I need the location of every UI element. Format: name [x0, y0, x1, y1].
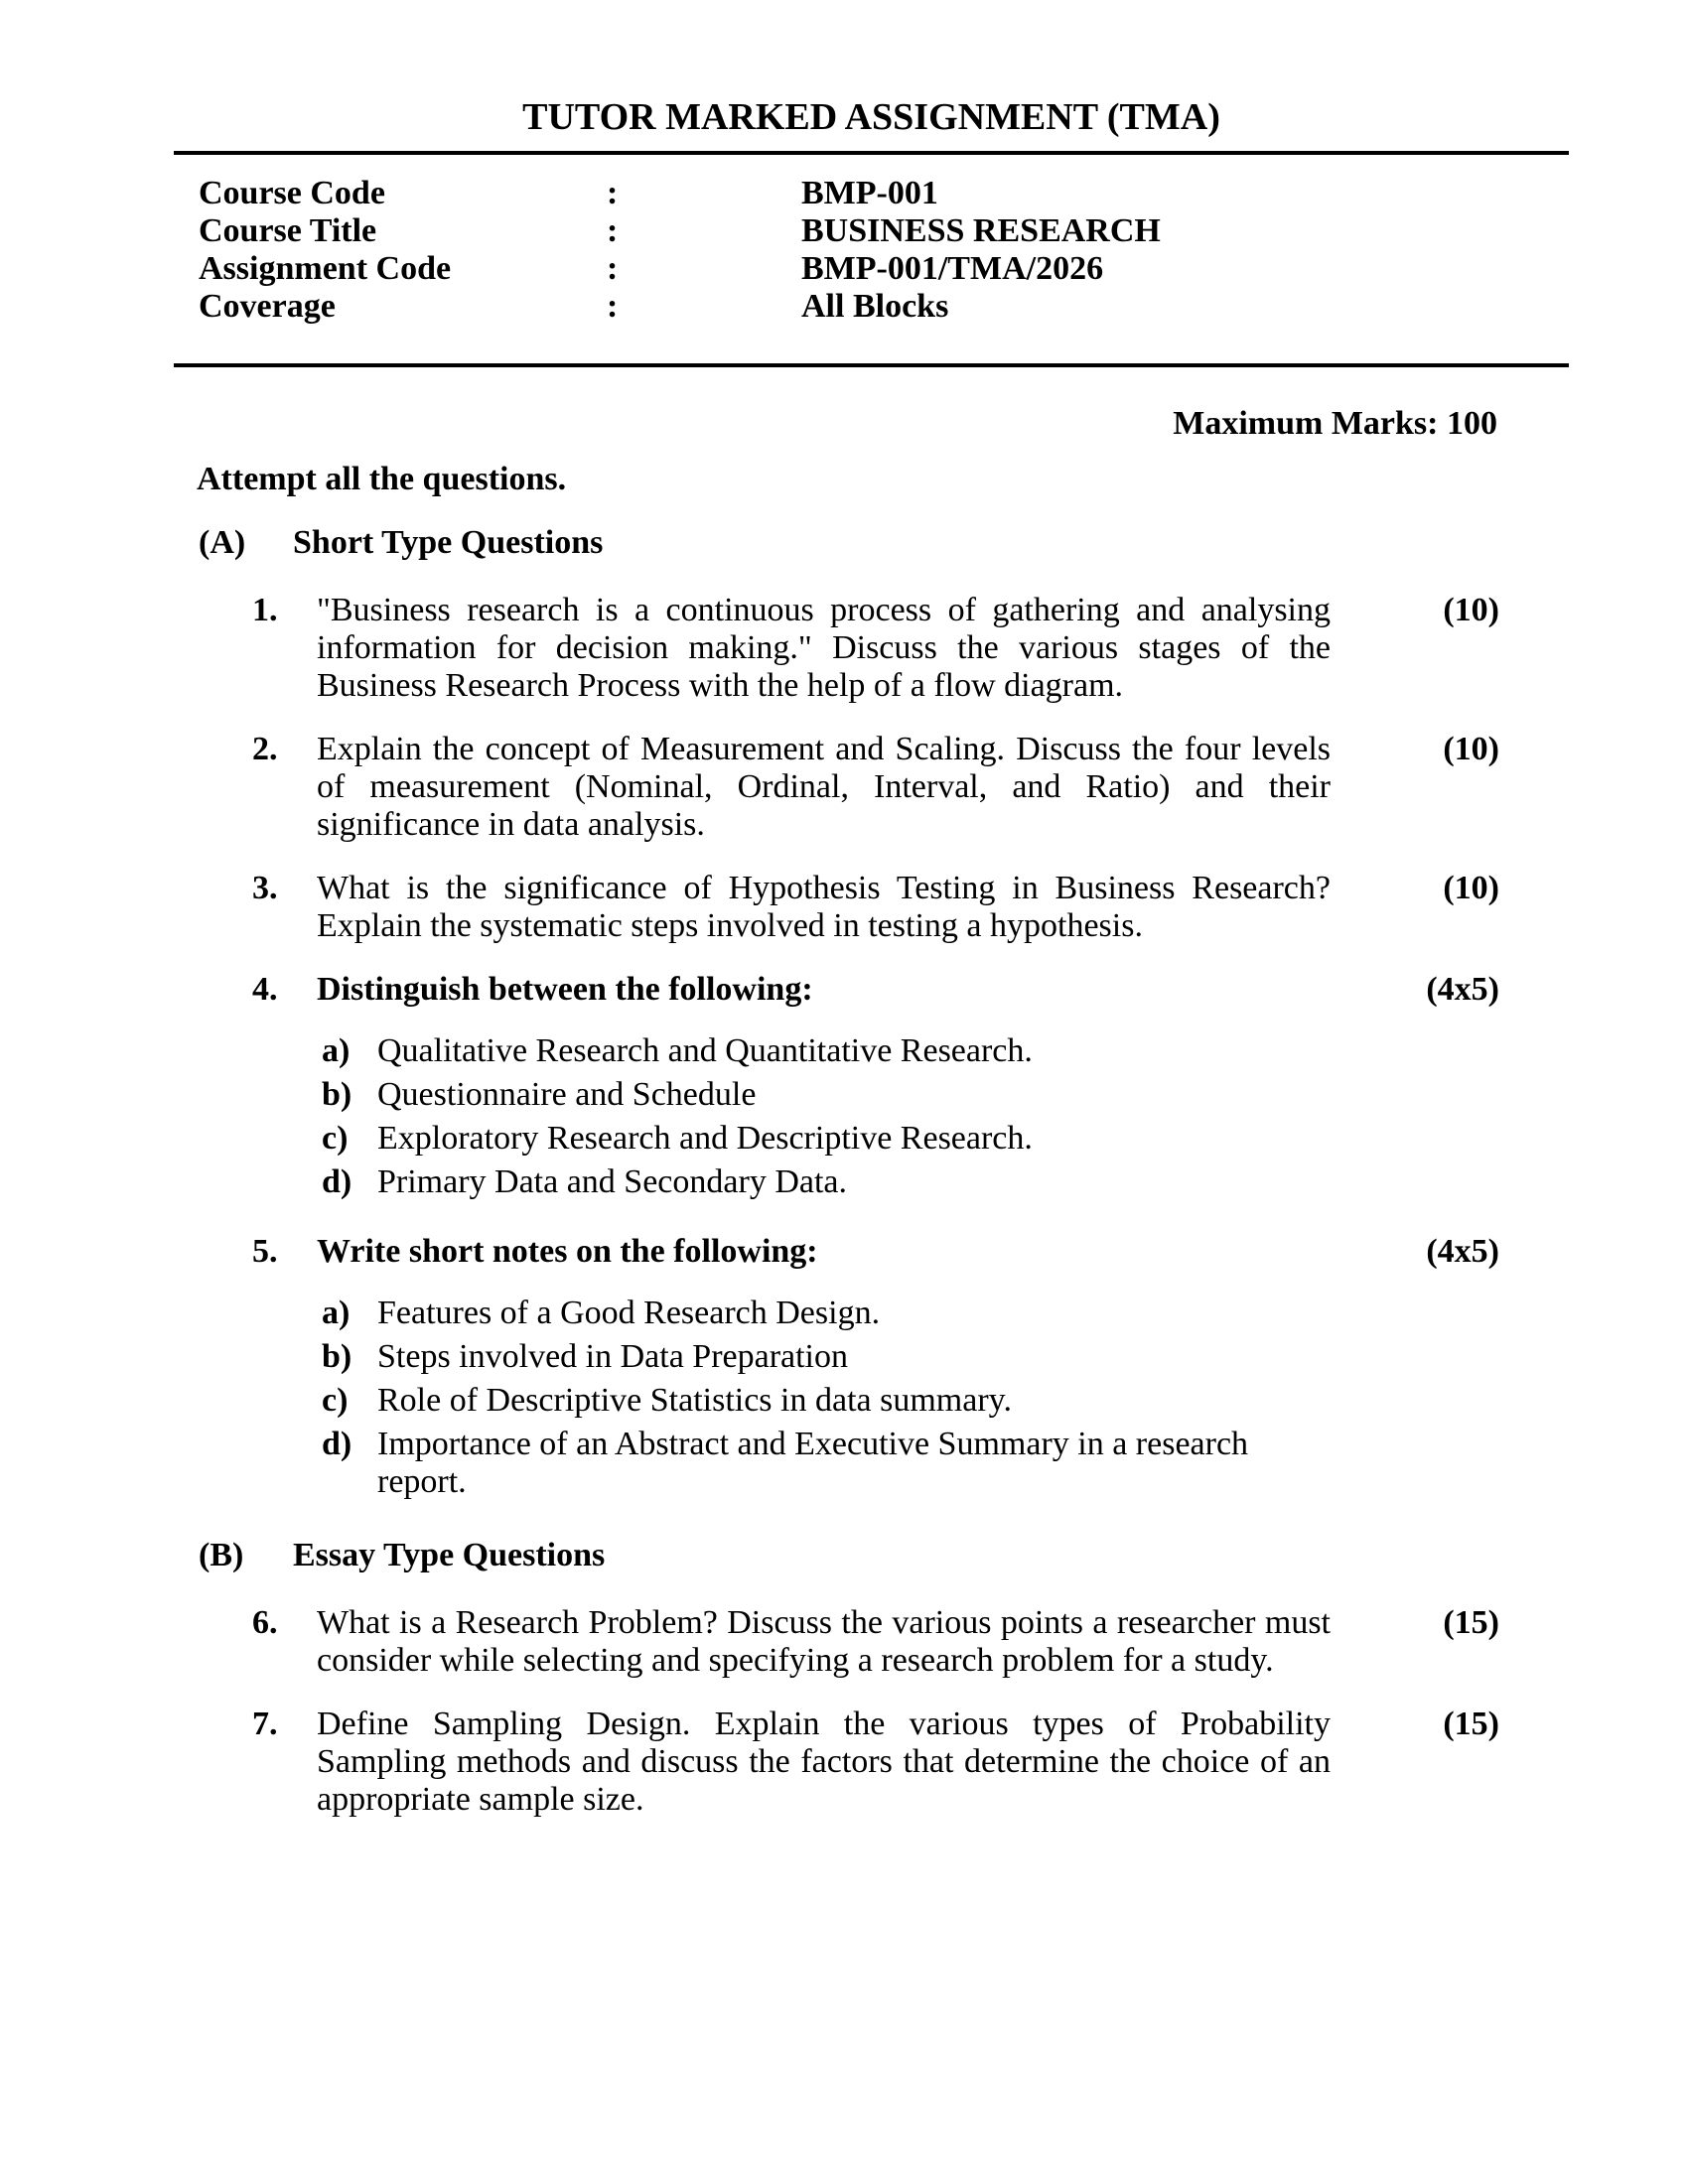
- attempt-note: Attempt all the questions.: [197, 461, 567, 497]
- course-title-value: BUSINESS RESEARCH: [801, 212, 1161, 249]
- assignment-code-label: Assignment Code: [199, 250, 452, 287]
- sub-item-text: Role of Descriptive Statistics in data summary.: [377, 1382, 1012, 1419]
- question-body: [317, 1604, 1331, 1680]
- question-body: [317, 971, 1331, 1207]
- page-content: [174, 95, 1569, 1819]
- question-marks: (15): [1443, 1706, 1499, 1742]
- sub-item-text: Importance of an Abstract and Executive Summary in a research report.: [377, 1426, 1249, 1500]
- sub-question-list: [322, 1032, 1331, 1201]
- question-number: 1.: [252, 592, 278, 628]
- question-body: [317, 731, 1331, 844]
- course-code-value: BMP-001: [801, 175, 938, 211]
- section-a-title: Short Type Questions: [293, 524, 604, 561]
- course-title-separator: :: [607, 212, 619, 249]
- course-title-row: [199, 212, 1569, 250]
- course-title-label: Course Title: [199, 212, 377, 249]
- sub-item-b: [322, 1338, 1331, 1376]
- question-3: [174, 870, 1569, 945]
- coverage-row: [199, 288, 1569, 326]
- question-text: "Business research is a continuous process of gathering and analysing information for decision making." Discuss the various stages of the Business Research Process with the help of a flow diagram.: [317, 592, 1331, 704]
- sub-item-a: [322, 1295, 1331, 1332]
- section-b-label: (B): [199, 1537, 244, 1573]
- sub-item-letter: d): [322, 1163, 352, 1200]
- sub-item-a: [322, 1032, 1331, 1070]
- section-a-heading: [174, 524, 1569, 562]
- assignment-code-value: BMP-001/TMA/2026: [801, 250, 1104, 287]
- question-marks: (10): [1443, 731, 1499, 767]
- sub-item-letter: b): [322, 1338, 352, 1375]
- question-marks: (4x5): [1426, 1233, 1499, 1270]
- section-b-title: Essay Type Questions: [293, 1537, 606, 1573]
- sub-item-text: Steps involved in Data Preparation: [377, 1338, 849, 1375]
- question-marks: (15): [1443, 1604, 1499, 1641]
- sub-item-letter: a): [322, 1295, 351, 1331]
- sub-item-d: [322, 1426, 1331, 1501]
- sub-item-text: Exploratory Research and Descriptive Research.: [377, 1120, 1033, 1157]
- section-b-heading: [174, 1537, 1569, 1574]
- sub-item-text: Questionnaire and Schedule: [377, 1076, 757, 1113]
- assignment-code-separator: :: [607, 250, 619, 287]
- sub-item-letter: b): [322, 1076, 352, 1113]
- sub-item-letter: c): [322, 1120, 349, 1157]
- question-text: What is the significance of Hypothesis Testing in Business Research? Explain the systematic steps involved in testing a hypothesis.: [317, 870, 1331, 944]
- question-number: 7.: [252, 1706, 278, 1742]
- info-divider: [174, 363, 1569, 367]
- question-number: 6.: [252, 1604, 278, 1641]
- question-body: [317, 592, 1331, 705]
- sub-question-list: [322, 1295, 1331, 1501]
- sub-item-letter: a): [322, 1032, 351, 1069]
- question-number: 4.: [252, 971, 278, 1008]
- question-text: Explain the concept of Measurement and Scaling. Discuss the four levels of measurement (Nominal, Ordinal, Interval, and Ratio) and their significance in data analysis.: [317, 731, 1331, 843]
- coverage-label: Coverage: [199, 288, 336, 325]
- assignment-code-row: [199, 250, 1569, 288]
- question-text: Define Sampling Design. Explain the various types of Probability Sampling methods and discuss the factors that determine the choice of an appropriate sample size.: [317, 1706, 1331, 1818]
- course-info-block: [174, 175, 1569, 326]
- sub-item-letter: c): [322, 1382, 349, 1419]
- course-code-separator: :: [607, 175, 619, 211]
- sub-item-text: Primary Data and Secondary Data.: [377, 1163, 847, 1200]
- sub-item-letter: d): [322, 1426, 352, 1462]
- question-text: What is a Research Problem? Discuss the various points a researcher must consider while selecting and specifying a research problem for a study.: [317, 1604, 1331, 1679]
- question-text: Write short notes on the following:: [317, 1233, 818, 1270]
- sub-item-d: [322, 1163, 1331, 1201]
- question-body: [317, 870, 1331, 945]
- question-number: 3.: [252, 870, 278, 906]
- question-6: [174, 1604, 1569, 1680]
- question-4: [174, 971, 1569, 1207]
- title-divider: [174, 151, 1569, 155]
- sub-item-text: Qualitative Research and Quantitative Research.: [377, 1032, 1033, 1069]
- question-body: [317, 1706, 1331, 1819]
- question-marks: (10): [1443, 592, 1499, 628]
- sub-item-c: [322, 1382, 1331, 1420]
- sub-item-text: Features of a Good Research Design.: [377, 1295, 881, 1331]
- question-marks: (10): [1443, 870, 1499, 906]
- question-number: 5.: [252, 1233, 278, 1270]
- question-1: [174, 592, 1569, 705]
- question-text: Distinguish between the following:: [317, 971, 813, 1008]
- page-title: TUTOR MARKED ASSIGNMENT (TMA): [522, 96, 1220, 138]
- coverage-separator: :: [607, 288, 619, 325]
- section-a-label: (A): [199, 524, 246, 561]
- question-body: [317, 1233, 1331, 1507]
- sub-item-b: [322, 1076, 1331, 1114]
- question-number: 2.: [252, 731, 278, 767]
- max-marks: Maximum Marks: 100: [1173, 405, 1497, 442]
- question-marks: (4x5): [1426, 971, 1499, 1008]
- question-2: [174, 731, 1569, 844]
- question-7: [174, 1706, 1569, 1819]
- sub-item-c: [322, 1120, 1331, 1158]
- coverage-value: All Blocks: [801, 288, 949, 325]
- course-code-label: Course Code: [199, 175, 385, 211]
- course-code-row: [199, 175, 1569, 212]
- question-5: [174, 1233, 1569, 1507]
